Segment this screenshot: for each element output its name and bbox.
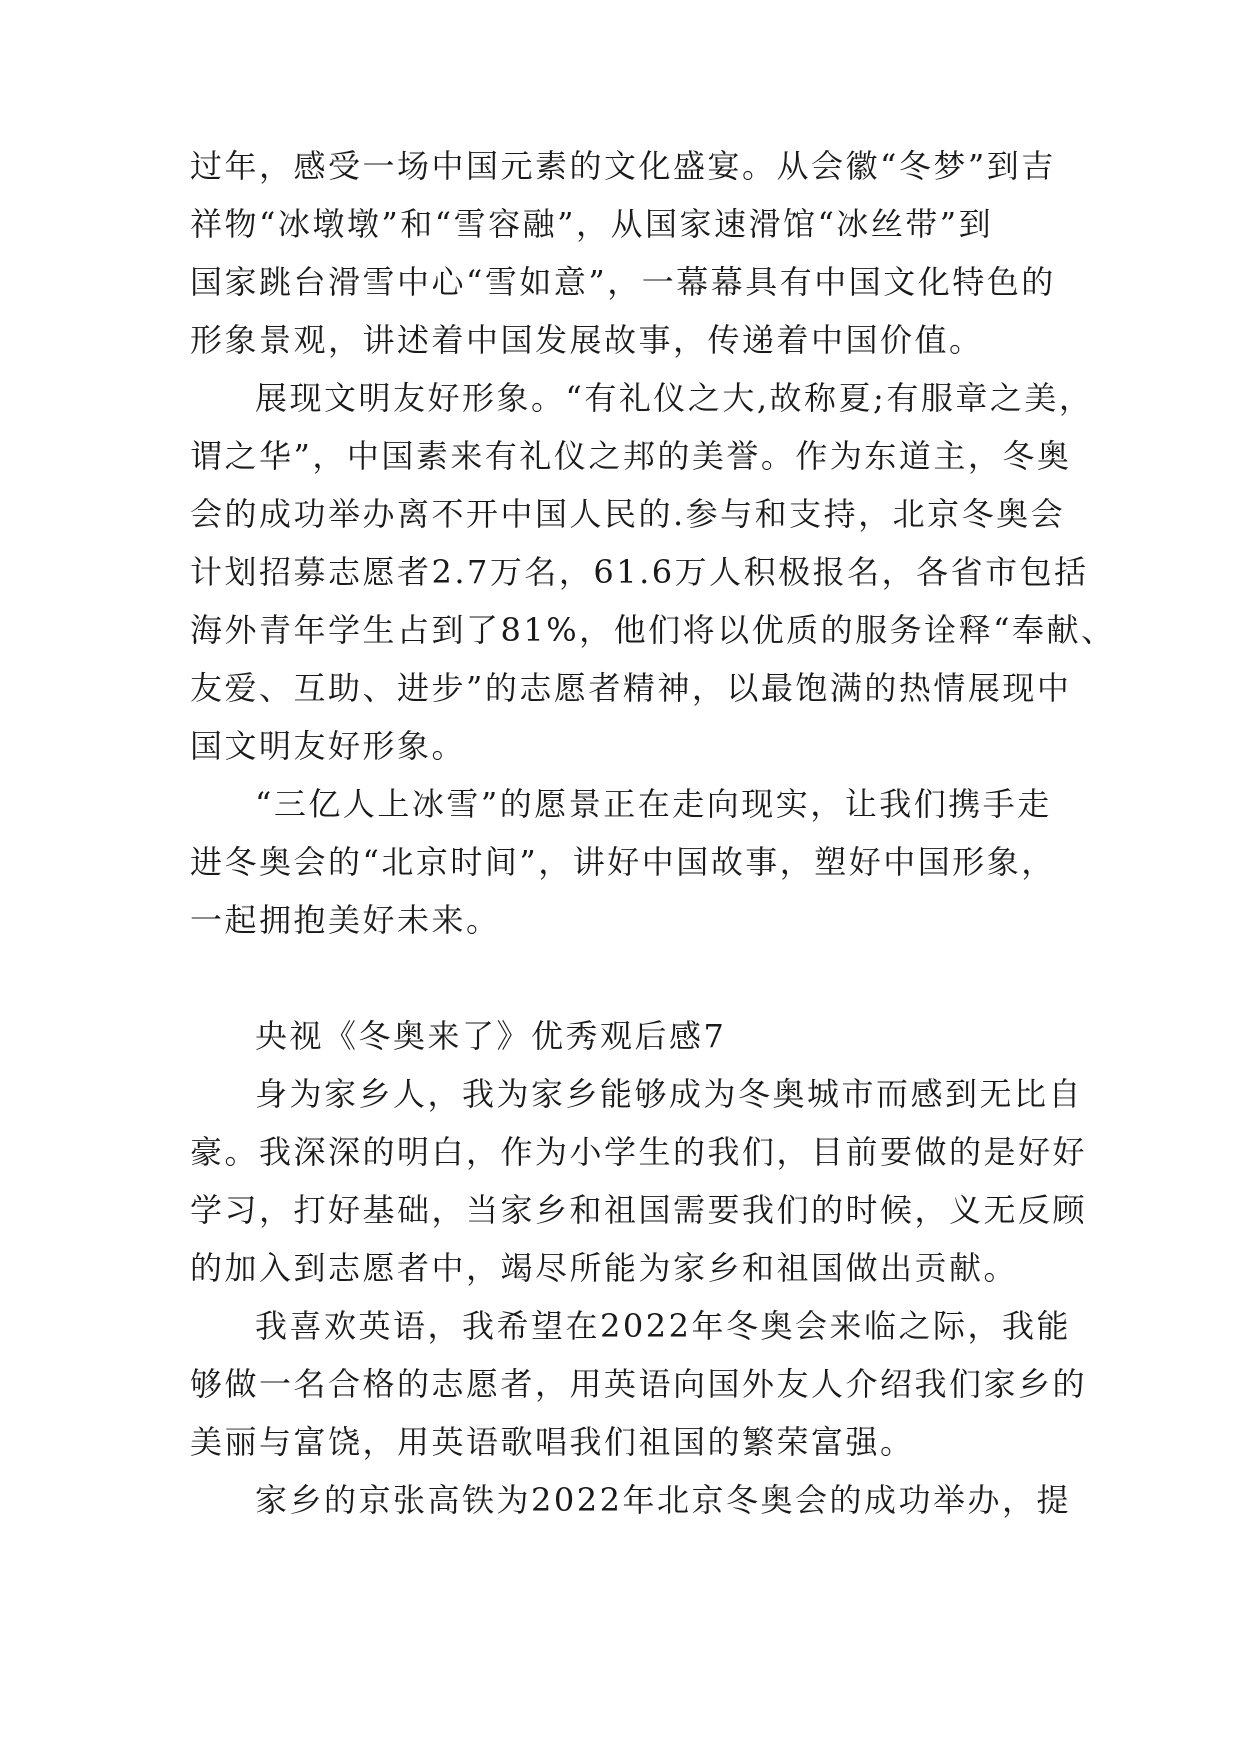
text-line: 的加入到志愿者中，竭尽所能为家乡和祖国做出贡献。 xyxy=(190,1249,1019,1287)
text-line: 会的成功举办离不开中国人民的.参与和支持，北京冬奥会 xyxy=(190,495,1066,533)
text-line: 豪。我深深的明白，作为小学生的我们，目前要做的是好好 xyxy=(190,1133,1088,1171)
text-line: 过年，感受一场中国元素的文化盛宴。从会徽“冬梦”到吉 xyxy=(190,147,1056,185)
text-line: 友爱、互助、进步”的志愿者精神，以最饱满的热情展现中 xyxy=(190,669,1072,707)
text-line: 海外青年学生占到了81%，他们将以优质的服务诠释“奉献、 xyxy=(190,611,1116,649)
paragraph-first-line: 展现文明友好形象。“有礼仪之大,故称夏;有服章之美， xyxy=(255,379,1094,417)
text-line: 国文明友好形象。 xyxy=(190,727,467,765)
text-line: 国家跳台滑雪中心“雪如意”，一幕幕具有中国文化特色的 xyxy=(190,263,1056,301)
text-line: 够做一名合格的志愿者，用英语向国外友人介绍我们家乡的 xyxy=(190,1365,1088,1403)
text-line: 一起拥抱美好未来。 xyxy=(190,901,501,939)
text-line: 计划招募志愿者2.7万名，61.6万人积极报名，各省市包括 xyxy=(190,553,1089,591)
text-line: 谓之华”，中国素来有礼仪之邦的美誉。作为东道主，冬奥 xyxy=(190,437,1072,475)
paragraph-first-line: “三亿人上冰雪”的愿景正在走向现实，让我们携手走 xyxy=(255,785,1052,823)
text-line: 学习，打好基础，当家乡和祖国需要我们的时候，义无反顾 xyxy=(190,1191,1088,1229)
paragraph-first-line: 我喜欢英语，我希望在2022年冬奥会来临之际，我能 xyxy=(255,1307,1071,1345)
text-line: 进冬奥会的“北京时间”，讲好中国故事，塑好中国形象， xyxy=(190,843,1056,881)
paragraph-first-line: 家乡的京张高铁为2022年北京冬奥会的成功举办，提 xyxy=(255,1481,1071,1519)
text-line: 形象景观，讲述着中国发展故事，传递着中国价值。 xyxy=(190,321,984,359)
section-heading: 央视《冬奥来了》优秀观后感7 xyxy=(255,1017,727,1055)
text-line: 美丽与富饶，用英语歌唱我们祖国的繁荣富强。 xyxy=(190,1423,915,1461)
paragraph-first-line: 身为家乡人，我为家乡能够成为冬奥城市而感到无比自 xyxy=(255,1075,1084,1113)
text-line: 祥物“冰墩墩”和“雪容融”，从国家速滑馆“冰丝带”到 xyxy=(190,205,994,243)
